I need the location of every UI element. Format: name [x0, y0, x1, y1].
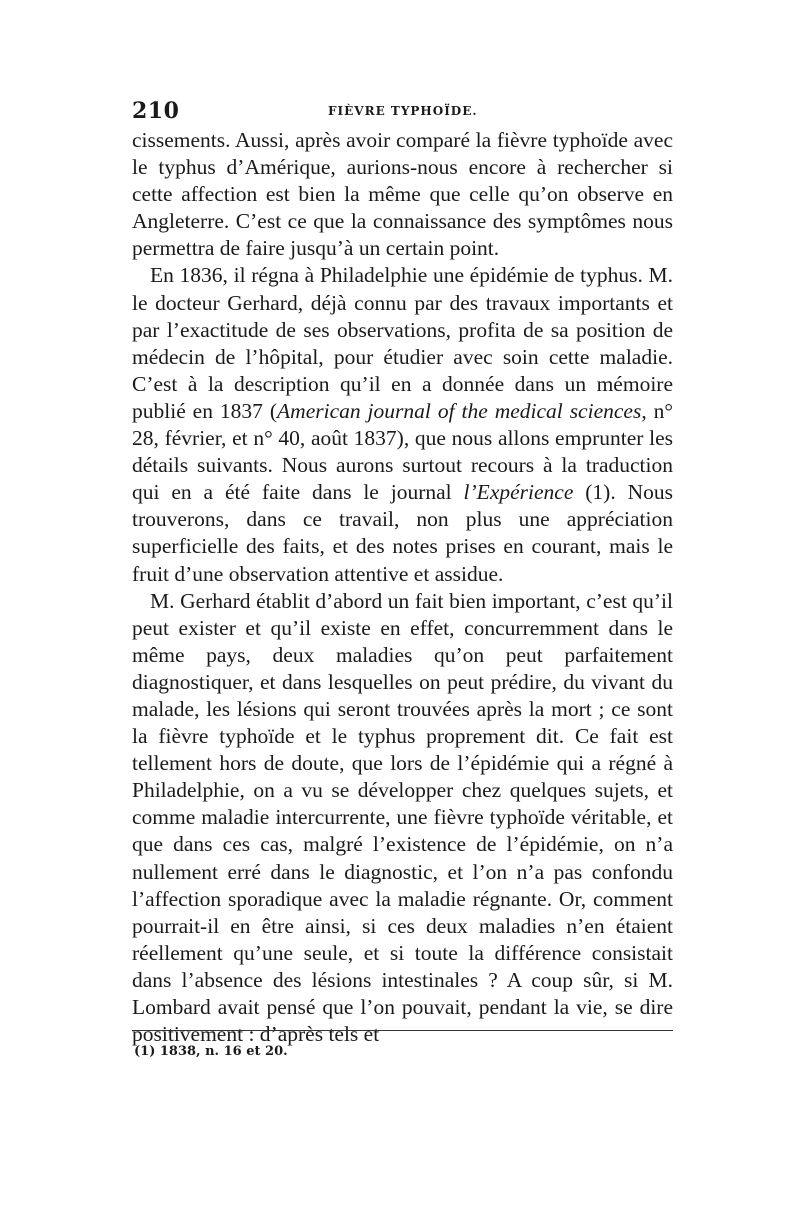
journal-title-experience: l’Expérience	[463, 480, 574, 505]
page-header	[132, 98, 672, 128]
paragraph-2-text-a: En 1836, il régna à Philadelphie une épidémie de typhus. M. le docteur Gerhard, déjà connu par des travaux importants et par l’exactitude de ses observations, profita de sa position de médecin de l’hôpital, pour étudier avec soin cette maladie. C’est à la description qu’il en a donnée dans un mémoire publié en 1837 (	[132, 263, 673, 423]
paragraph-1-text: cissements. Aussi, après avoir comparé la fièvre typhoïde avec le typhus d’Amérique, aurions-nous encore à rechercher si cette affection est bien la même que celle qu’on observe en Angleterre. C’est ce que la connaissance des symptômes nous permettra de faire jusqu’à un certain point.	[132, 128, 673, 261]
footnote: (1) 1838, n. 16 et 20.	[134, 1044, 288, 1059]
page-number: 210	[132, 98, 180, 124]
journal-title-american: American journal of the medical sciences	[277, 398, 642, 423]
paragraph-3	[132, 588, 673, 1049]
paragraph-2-text-b: , n° 28, février, et n° 40, août 1837), que nous allons emprunter les détails suivants. Nous aurons surtout recours à la traduction qui en a été faite dans le journal	[132, 398, 673, 505]
paragraph-2	[132, 262, 673, 587]
body-text	[132, 127, 673, 1048]
footnote-divider	[132, 1030, 673, 1031]
paragraph-1	[132, 127, 673, 262]
paragraph-2-text-c: (1). Nous trouverons, dans ce travail, non plus une appréciation superficielle des faits, et des notes prises en courant, mais le fruit d’une observation attentive et assidue.	[132, 480, 674, 586]
paragraph-3-text: M. Gerhard établit d’abord un fait bien important, c’est qu’il peut exister et qu’il existe en effet, concurremment dans le même pays, deux maladies qu’on peut parfaitement diagnostiquer, et dans lesquelles on peut prédire, du vivant du malade, les lésions qui seront trouvées après la mort ; ce sont la fièvre typhoïde et le typhus proprement dit. Ce fait est tellement hors de doute, que lors de l’épidémie qui a régné à Philadelphie, on a vu se développer chez quelques sujets, et comme maladie intercurrente, une fièvre typhoïde véritable, et que dans ces cas, malgré l’existence de l’épidémie, on n’a nullement erré dans le diagnostic, et l’on n’a pas confondu l’affection sporadique avec la maladie régnante. Or, comment pourrait-il en être ainsi, si ces deux maladies n’en étaient réellement qu’une seule, et si toute la différence consistait dans l’absence des lésions intestinales ? A coup sûr, si M. Lombard avait pensé que l’on pouvait, pendant la vie, se dire positivement : d’après tels et	[132, 588, 673, 1047]
running-title: FIÈVRE TYPHOÏDE.	[328, 104, 478, 118]
